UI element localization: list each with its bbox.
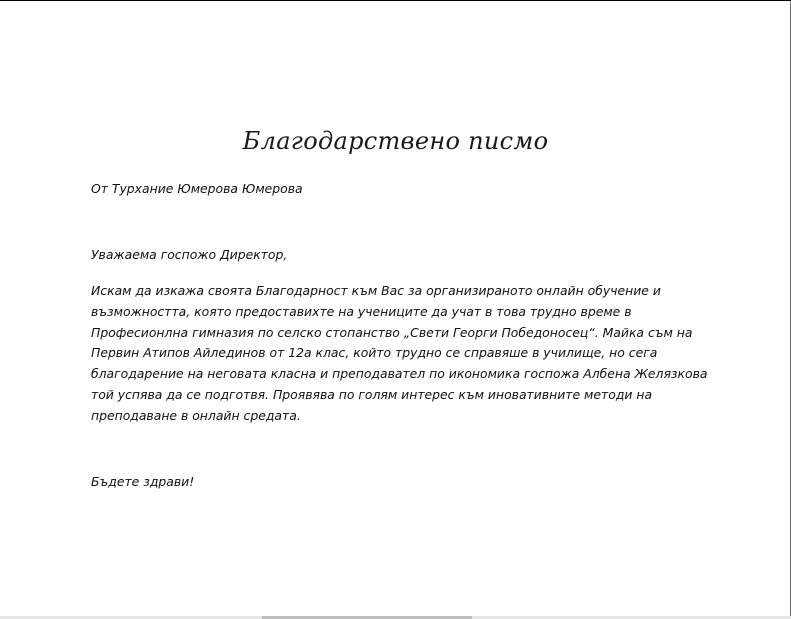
body-line: Професионлна гимназия по селско стопанство „Свети Георги Победоносец“. Майка съм на (91, 324, 693, 340)
letter-title: Благодарствено писмо (242, 127, 549, 155)
greeting-line: Уважаема госпожо Директор, (91, 247, 288, 262)
body-line: възможността, която предоставихте на учениците да учат в това трудно време в (91, 303, 632, 319)
body-line: преподаване в онлайн средата. (91, 407, 301, 423)
sender-line: От Турхание Юмерова Юмерова (91, 181, 303, 196)
closing-line: Бъдете здрави! (91, 474, 195, 489)
letter-body (91, 281, 707, 427)
body-line: Искам да изкажа своята Благодарност към Вас за организираното онлайн обучение и (91, 283, 661, 298)
body-line: Первин Атипов Айлединов от 12а клас, който трудно се справяше в училище, но сега (91, 345, 658, 361)
body-line: благодарение на неговата класна и преподавател по икономика госпожа Албена Желязкова (91, 366, 708, 382)
body-line: той успява да се подготвя. Проявява по голям интерес към иновативните методи на (91, 386, 653, 402)
